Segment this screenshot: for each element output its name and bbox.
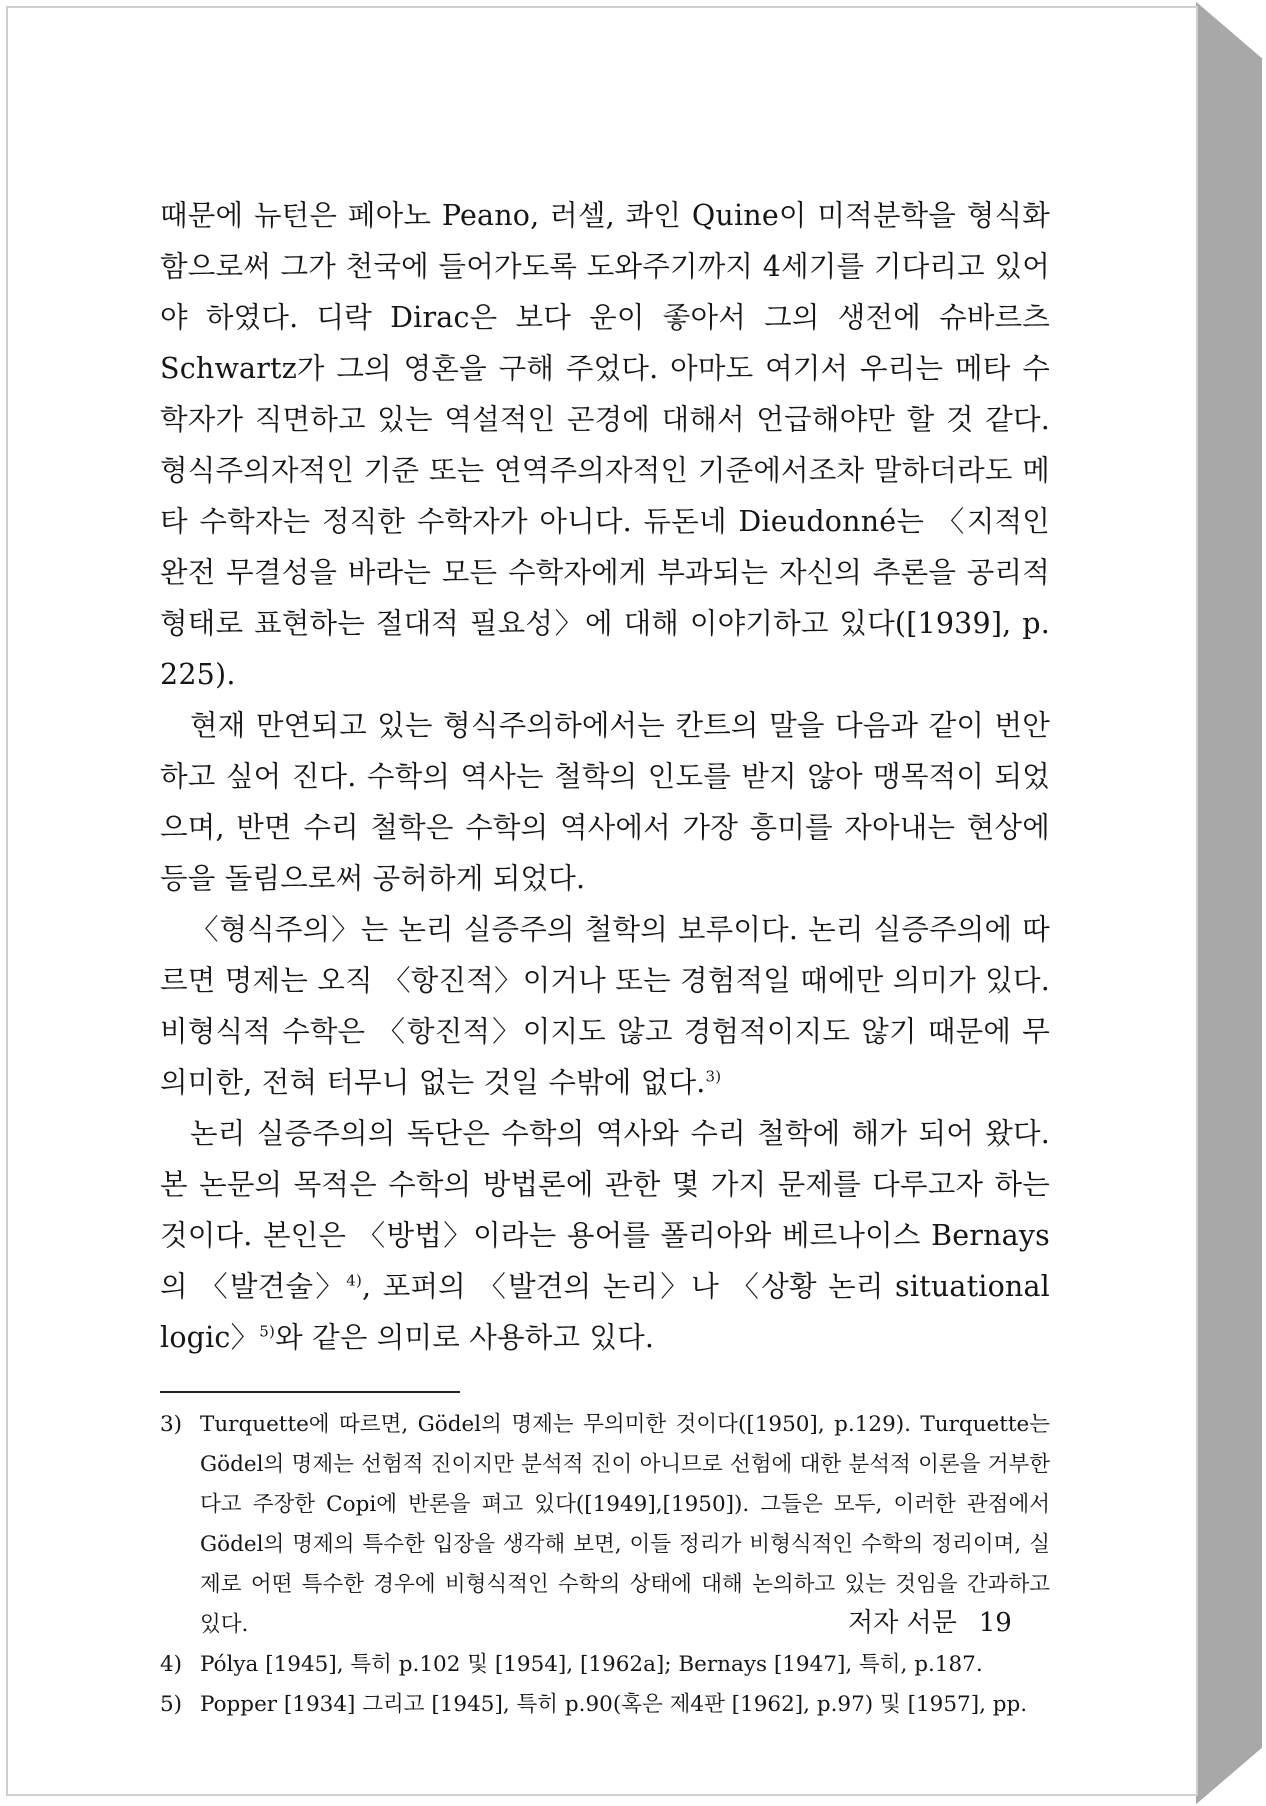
footnote-number: 5) [160,1692,183,1717]
paragraph-4-text-b: , 포퍼의 〈발견의 논리〉나 〈상황 논리 situational logic〉 [160,1270,1050,1354]
page-edge-corner-top [1194,0,1264,60]
paragraph-4 [160,1108,1050,1363]
footnote-4 [160,1645,1050,1685]
page-edge-shadow [1196,0,1262,1806]
page-body [160,190,1050,1725]
paragraph-3-text: 〈형식주의〉는 논리 실증주의 철학의 보루이다. 논리 실증주의에 따르면 명제는 오직 〈항진적〉이거나 또는 경험적일 때에만 의미가 있다. 비형식적 수학은 〈항진적〉이지도 않고 경험적이지도 않기 때문에 무의미한, 전혀 터무니 없는 것일 수밖에 없다. [160,913,1050,1099]
footnote-number: 4) [160,1652,183,1677]
footnote-5 [160,1685,1050,1725]
paragraph-1: 때문에 뉴턴은 페아노 Peano, 러셀, 콰인 Quine이 미적분학을 형식화함으로써 그가 천국에 들어가도록 도와주기까지 4세기를 기다리고 있어야 하였다. 디락 Dirac은 보다 운이 좋아서 그의 생전에 슈바르츠 Schwartz가 그의 영혼을 구해 주었다. 아마도 여기서 우리는 메타 수학자가 직면하고 있는 역설적인 곤경에 대해서 언급해야만 할 것 같다. 형식주의자적인 기준 또는 연역주의자적인 기준에서조차 말하더라도 메타 수학자는 정직한 수학자가 아니다. 듀돈네 Dieudonné는 〈지적인 완전 무결성을 바라는 모든 수학자에게 부과되는 자신의 추론을 공리적 형태로 표현하는 절대적 필요성〉에 대해 이야기하고 있다([1939], p. 225). [160,199,1050,691]
footnote-text: Popper [1934] 그리고 [1945], 특히 p.90(혹은 제4판 [1962], p.97) 및 [1957], pp. [200,1692,1028,1717]
page-number: 19 [978,1608,1012,1638]
footnote-ref-3: 3) [705,1067,722,1086]
paragraph-2: 현재 만연되고 있는 형식주의하에서는 칸트의 말을 다음과 같이 번안하고 싶어 진다. 수학의 역사는 철학의 인도를 받지 않아 맹목적이 되었으며, 반면 수리 철학은 수학의 역사에서 가장 흥미를 자아내는 현상에 등을 돌림으로써 공허하게 되었다. [160,709,1050,895]
footnote-divider [160,1391,460,1393]
running-footer [848,1602,1012,1639]
paragraph-4-text-c: 와 같은 의미로 사용하고 있다. [275,1321,655,1354]
footnote-text: Pólya [1945], 특히 p.102 및 [1954], [1962a]; Bernays [1947], 특히, p.187. [200,1652,983,1677]
footnote-ref-4: 4) [346,1271,363,1290]
footnote-text: Turquette에 따르면, Gödel의 명제는 무의미한 것이다([1950], p.129). Turquette는 Gödel의 명제는 선험적 진이지만 분석적 진이 아니므로 선험에 대한 분석적 이론을 거부한다고 주장한 Copi에 반론을 펴고 있다([1949],[1950]). 그들은 모두, 이러한 관점에서 Gödel의 명제의 특수한 입장을 생각해 보면, 이들 정리가 비형식적인 수학의 정리이며, 실제로 어떤 특수한 경우에 비형식적인 수학의 상태에 대해 논의하고 있는 것임을 간과하고 있다. [200,1412,1050,1637]
footnote-number: 3) [160,1412,183,1437]
footer-title: 저자 서문 [848,1608,957,1638]
paragraph-3 [160,904,1050,1108]
page-edge-corner-bottom [1194,1746,1264,1806]
footnote-ref-5: 5) [259,1322,276,1341]
paragraph-4-text-a: 논리 실증주의의 독단은 수학의 역사와 수리 철학에 해가 되어 왔다. 본 논문의 목적은 수학의 방법론에 관한 몇 가지 문제를 다루고자 하는 것이다. 본인은 〈방법〉이라는 용어를 폴리아와 베르나이스 Bernays의 〈발견술〉 [160,1117,1050,1303]
